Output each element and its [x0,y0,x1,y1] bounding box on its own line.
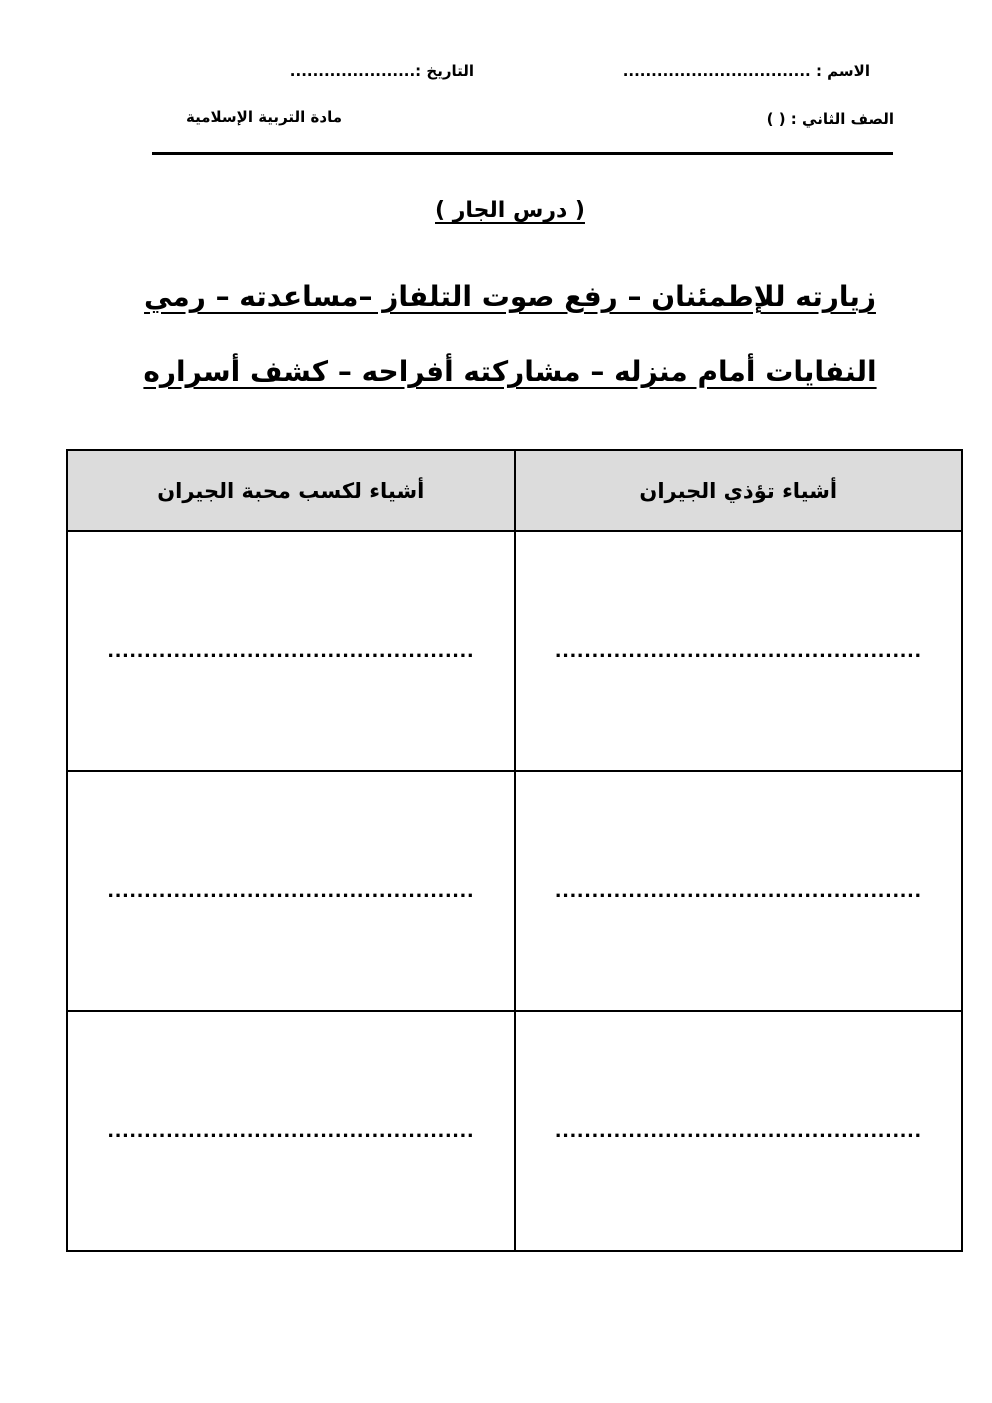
word-bank-line-1: زيارته للإطمئنان – رفع صوت التلفاز –مساعدته – رمي [144,280,876,313]
answer-blank: .................................................. [554,640,922,662]
answer-blank: .................................................. [554,880,922,902]
lesson-title: ( درس الجار ) [435,198,585,223]
table-row [67,531,962,771]
classification-table [66,449,963,1252]
answer-blank: .................................................. [107,640,475,662]
column-header-harmful: أشياء تؤذي الجيران [515,450,963,531]
grade-field: الصف الثاني : ( ) [766,110,894,128]
answer-cell-harmful[interactable] [515,1011,963,1251]
column-header-kind: أشياء لكسب محبة الجيران [67,450,515,531]
answer-cell-kind[interactable] [67,531,515,771]
table-row [67,771,962,1011]
answer-blank: .................................................. [554,1120,922,1142]
answer-cell-kind[interactable] [67,1011,515,1251]
date-field: التاريخ :...................... [289,62,474,80]
answer-cell-harmful[interactable] [515,771,963,1011]
answer-cell-harmful[interactable] [515,531,963,771]
table-row [67,1011,962,1251]
header-divider [152,152,893,155]
table-header-row [67,450,962,531]
answer-cell-kind[interactable] [67,771,515,1011]
name-field: الاسم : ................................. [622,62,870,80]
answer-blank: .................................................. [107,1120,475,1142]
answer-blank: .................................................. [107,880,475,902]
subject-label: مادة التربية الإسلامية [186,108,342,126]
word-bank-line-2: النفايات أمام منزله – مشاركته أفراحه – كشف أسراره [143,355,877,388]
